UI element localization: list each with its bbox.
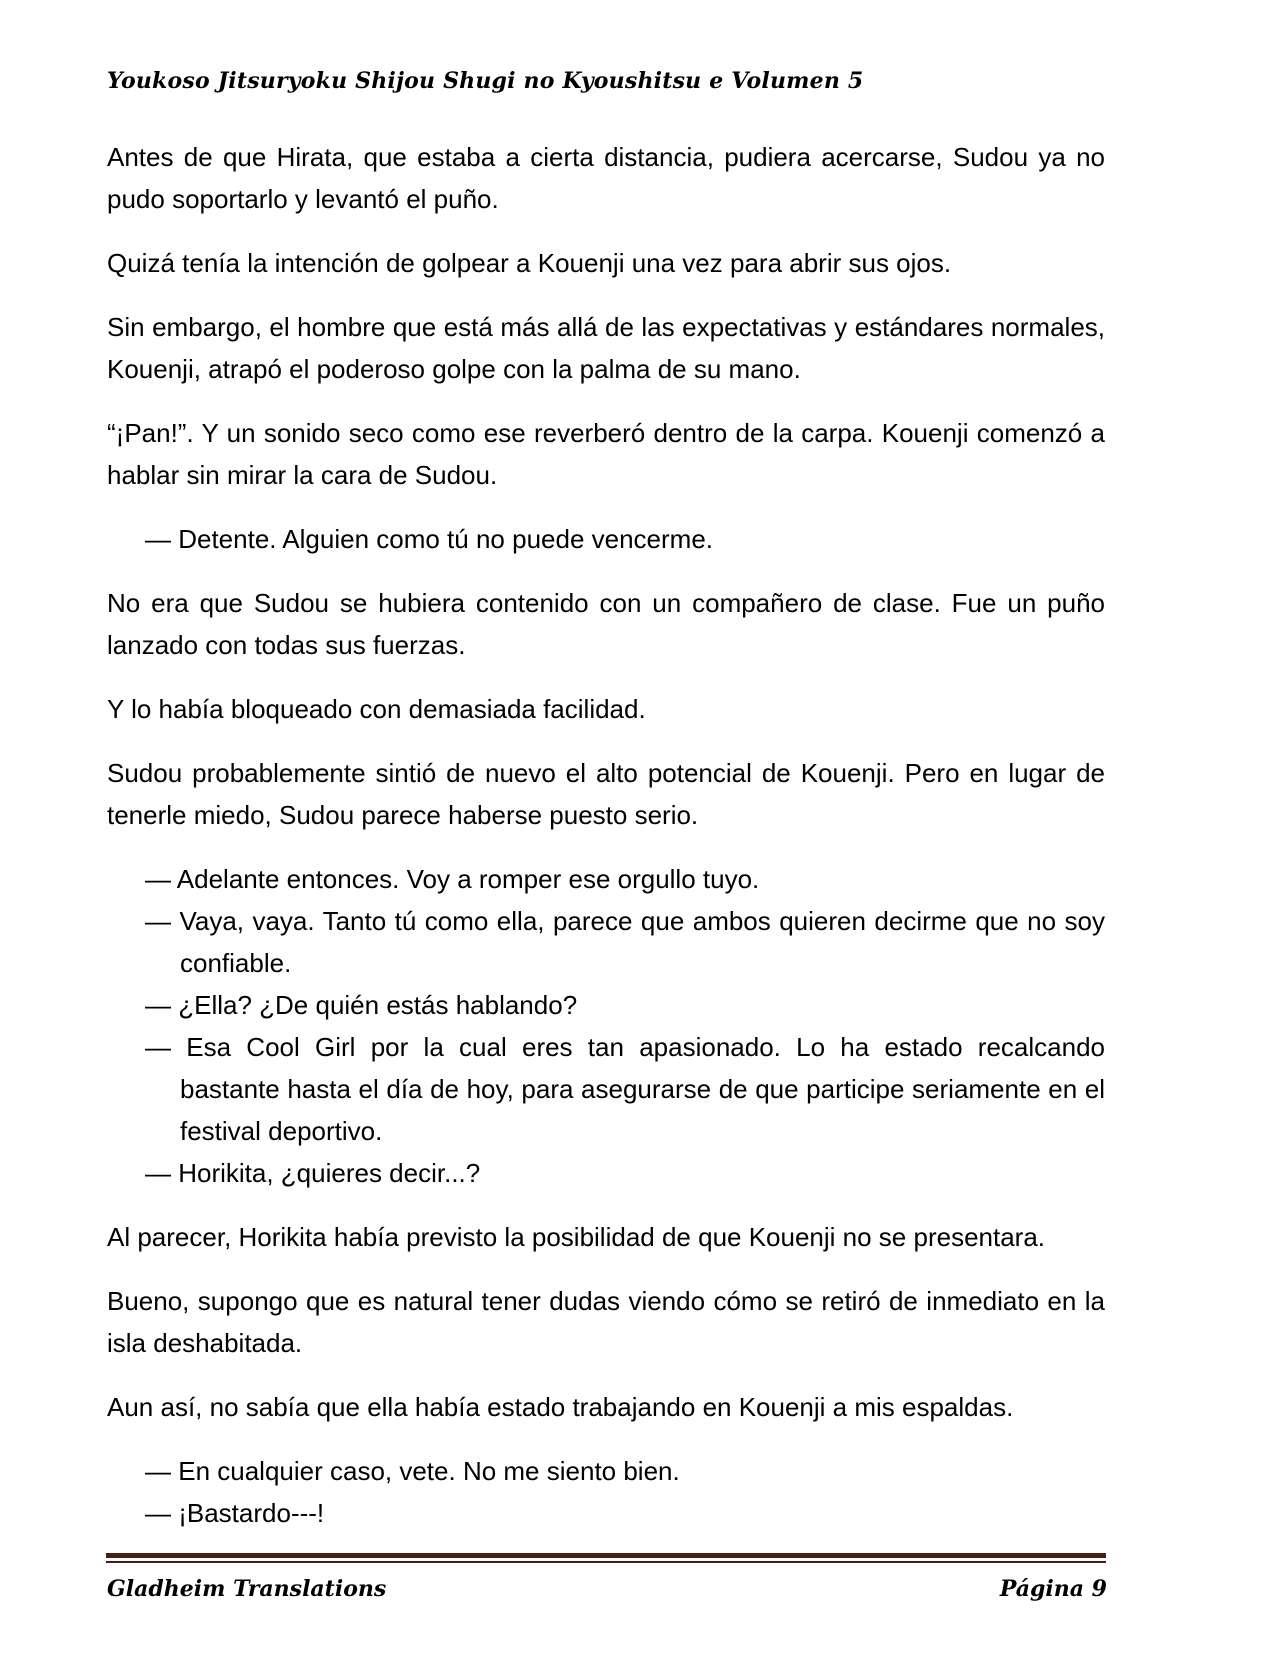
dialogue-line: — Detente. Alguien como tú no puede vencerme. bbox=[145, 524, 714, 554]
dialogue-line: — Esa Cool Girl por la cual eres tan apasionado. Lo ha estado recalcando bastante hasta el día de hoy, para asegurarse de que participe seriamente en el festival deportivo. bbox=[145, 1032, 1105, 1146]
paragraph: Al parecer, Horikita había previsto la posibilidad de que Kouenji no se presentara. bbox=[107, 1222, 1046, 1252]
page-header-title: Youkoso Jitsuryoku Shijou Shugi no Kyoushitsu e Volumen 5 bbox=[107, 68, 864, 94]
footer-translator-credit: Gladheim Translations bbox=[107, 1576, 387, 1602]
dialogue-block bbox=[107, 1450, 1105, 1534]
paragraph: Sudou probablemente sintió de nuevo el alto potencial de Kouenji. Pero en lugar de tenerle miedo, Sudou parece haberse puesto serio. bbox=[107, 758, 1105, 830]
paragraph: Antes de que Hirata, que estaba a cierta distancia, pudiera acercarse, Sudou ya no pudo soportarlo y levantó el puño. bbox=[107, 142, 1105, 214]
dialogue-block bbox=[107, 518, 1105, 560]
dialogue-line: — Adelante entonces. Voy a romper ese orgullo tuyo. bbox=[145, 864, 760, 894]
page-footer bbox=[107, 1576, 1107, 1602]
paragraph: “¡Pan!”. Y un sonido seco como ese reverberó dentro de la carpa. Kouenji comenzó a hablar sin mirar la cara de Sudou. bbox=[107, 418, 1105, 490]
document-body bbox=[107, 136, 1105, 1556]
dialogue-line: — ¡Bastardo---! bbox=[145, 1498, 325, 1528]
dialogue-line: — Vaya, vaya. Tanto tú como ella, parece que ambos quieren decirme que no soy confiable. bbox=[145, 906, 1105, 978]
footer-rule-thin-line bbox=[106, 1561, 1106, 1563]
paragraph: Bueno, supongo que es natural tener dudas viendo cómo se retiró de inmediato en la isla deshabitada. bbox=[107, 1286, 1105, 1358]
paragraph: Aun así, no sabía que ella había estado trabajando en Kouenji a mis espaldas. bbox=[107, 1392, 1014, 1422]
footer-rule bbox=[106, 1553, 1106, 1563]
dialogue-block bbox=[107, 858, 1105, 1194]
paragraph: Quizá tenía la intención de golpear a Kouenji una vez para abrir sus ojos. bbox=[107, 248, 952, 278]
paragraph: No era que Sudou se hubiera contenido con un compañero de clase. Fue un puño lanzado con todas sus fuerzas. bbox=[107, 588, 1105, 660]
dialogue-line: — ¿Ella? ¿De quién estás hablando? bbox=[145, 990, 578, 1020]
footer-page-number: Página 9 bbox=[999, 1576, 1107, 1602]
dialogue-line: — En cualquier caso, vete. No me siento bien. bbox=[145, 1456, 680, 1486]
paragraph: Y lo había bloqueado con demasiada facilidad. bbox=[107, 694, 646, 724]
paragraph: Sin embargo, el hombre que está más allá de las expectativas y estándares normales, Kouenji, atrapó el poderoso golpe con la palma de su mano. bbox=[107, 312, 1105, 384]
dialogue-line: — Horikita, ¿quieres decir...? bbox=[145, 1158, 481, 1188]
